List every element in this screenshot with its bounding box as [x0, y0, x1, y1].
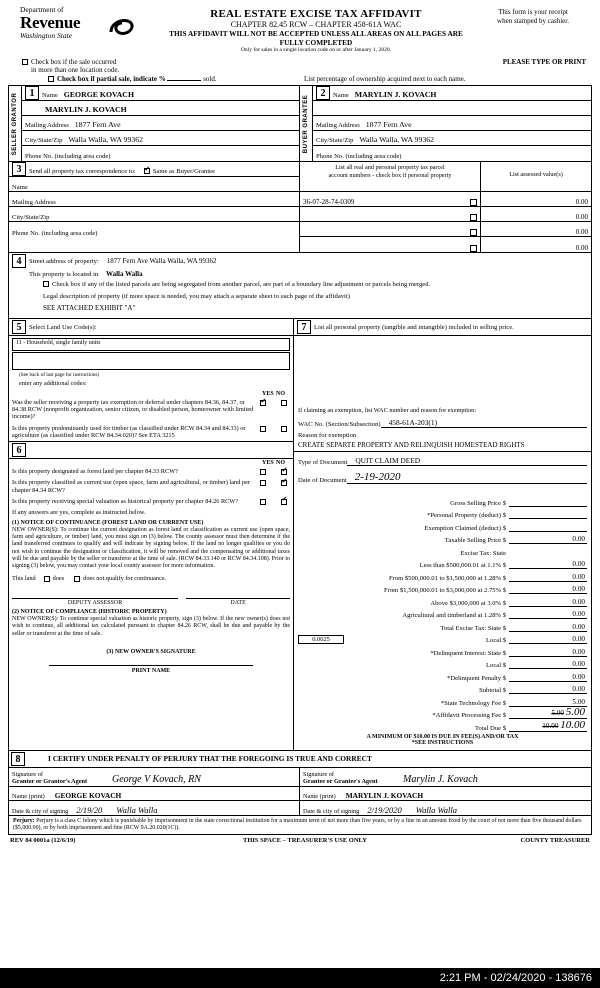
seller-name-row: [22, 86, 299, 101]
legal-desc-label-row: [9, 289, 591, 301]
swoosh-icon: [108, 14, 134, 38]
parcel-row: [300, 192, 480, 207]
q6-3-boxes: [260, 498, 290, 505]
grantee-date-label: Date & city of signing: [303, 807, 360, 815]
rev-number: REV 84 0001a (12/6/19): [10, 837, 76, 845]
parcel-row: [300, 207, 480, 222]
assessed-header: List assessed value(s): [481, 162, 591, 192]
buyer-name-row: [313, 86, 591, 101]
money-row: [294, 619, 591, 632]
doc-date-value[interactable]: 2-19-2020: [347, 471, 587, 484]
buyer-sidebar: [300, 86, 313, 161]
buyer-block: [300, 86, 591, 161]
enter-codes-label: enter any additional codes:: [19, 380, 87, 387]
money-label: Total Excise Tax: State $: [440, 624, 506, 632]
parcel-block: [300, 162, 591, 252]
parcel-numbers: [300, 162, 481, 252]
q5-1-text: Was the seller receiving a property tax exemption or deferral under chapters 84.36, 84.37, or 84.38 RCW (nonprofit organization, senior citizen, or disabled person, homeowner with limited income)?: [12, 399, 254, 421]
corr-mailing-label: Mailing Address: [12, 199, 56, 206]
personal-property-area[interactable]: [294, 336, 591, 406]
assessed-row: [481, 222, 591, 237]
money-value[interactable]: 0.00: [509, 585, 587, 594]
deputy-assessor-label: DEPUTY ASSESSOR: [12, 598, 178, 606]
section-4-number: 4: [12, 254, 26, 268]
q5-2-no-checkbox[interactable]: [281, 426, 287, 432]
seller-mailing-label: Mailing Address: [25, 122, 69, 129]
correspondence-label: Send all property tax correspondence to:: [29, 168, 136, 175]
money-value[interactable]: [509, 531, 587, 532]
reason-value-row: [294, 439, 591, 452]
yes-label-5: YES: [262, 391, 274, 397]
money-value-affidavit[interactable]: [509, 706, 587, 719]
located-label: This property is located in: [29, 271, 99, 278]
parcel-row: [300, 222, 480, 237]
land-use-extra-box[interactable]: [12, 352, 290, 370]
q5-2: [9, 423, 293, 441]
money-value[interactable]: 0.00: [509, 535, 587, 544]
buyer-name2-row: [313, 101, 591, 116]
yes-label-6: YES: [262, 460, 274, 467]
parcel-row: [300, 237, 480, 252]
receipt-line-2: when stamped by cashier.: [497, 16, 569, 25]
revenue-text: Revenue: [20, 12, 81, 32]
money-value[interactable]: 0.00: [509, 685, 587, 694]
document-header: [8, 6, 592, 64]
money-label: Local $: [486, 637, 506, 644]
multi-location-label-1: Check box if the sale occurred: [31, 58, 117, 66]
see-instructions-note: *SEE INSTRUCTIONS: [411, 739, 474, 746]
reason-value[interactable]: CREATE SEPARTE PROPERTY AND RELINQUISH HOMESTEAD RIGHTS: [298, 441, 525, 449]
notice1-title: (1) NOTICE OF CONTINUANCE (FOREST LAND OR CURRENT USE): [12, 520, 204, 527]
q5-1: [9, 397, 293, 423]
wac-value[interactable]: 458-61A-203(1): [381, 418, 587, 428]
segregated-row: [9, 279, 591, 289]
doc-type-row: [294, 452, 591, 466]
right-column: [294, 319, 591, 750]
money-row-affidavit: [294, 707, 591, 720]
corr-name-row: [9, 177, 299, 192]
grantee-date-value[interactable]: 2/19/2020: [367, 804, 402, 815]
money-row: [294, 519, 591, 532]
seller-mailing-value[interactable]: 1877 Fern Ave: [74, 120, 121, 129]
grantee-name-row: [300, 787, 591, 801]
partial-sale-label: Check box if partial sale, indicate %: [57, 75, 166, 83]
money-value[interactable]: 0.00: [509, 560, 587, 569]
no-label-5: NO: [276, 391, 285, 397]
street-address-label: Street address of property:: [29, 257, 99, 265]
q6-2-text: Is this property classified as current use (open space, farm and agricultural, or timber) land per chapter 84.34 RCW?: [12, 479, 250, 494]
parcel-personal-checkbox[interactable]: [470, 214, 477, 221]
money-label: From $500,000.01 to $1,500,000 at 1.28% $: [388, 574, 506, 582]
left-column: [9, 319, 294, 750]
buyer-mailing-label: Mailing Address: [316, 122, 360, 129]
money-label: Above $3,000,000 at 3.0% $: [430, 599, 506, 607]
yn-header-5: [9, 387, 293, 397]
grantee-date-row: [300, 801, 591, 815]
same-as-buyer-checkbox[interactable]: [136, 167, 153, 176]
reason-label-row: [294, 428, 591, 439]
money-row: [294, 682, 591, 695]
segregated-label: Check box if any of the listed parcels are being segregated from another parcel, are part of a boundary line adjustment or parcels being merged.: [52, 281, 431, 288]
partial-sale-block: [8, 75, 298, 83]
q6-1-boxes: [260, 468, 290, 475]
grantor-name-value[interactable]: GEORGE KOVACH: [54, 790, 122, 800]
money-value[interactable]: 0.00: [509, 660, 587, 669]
money-row: [294, 569, 591, 582]
money-row: [294, 557, 591, 570]
street-address-value[interactable]: 1877 Fern Ave Walla Walla, WA 99362: [106, 257, 217, 265]
state-text: Washington State: [20, 30, 73, 40]
treasurer-space-label: THIS SPACE – TREASURER'S USE ONLY: [243, 837, 367, 845]
grantee-signature-row: [300, 768, 591, 787]
agency-logo: [8, 6, 158, 40]
grantor-signature-row: [9, 768, 299, 787]
corr-name-label: Name: [12, 184, 28, 191]
buyer-fields: [313, 86, 591, 161]
money-row: [294, 544, 591, 557]
grantor-city-value[interactable]: Walla Walla: [116, 804, 158, 815]
buyer-name-value[interactable]: MARYLIN J. KOVACH: [354, 90, 437, 99]
section-4: [8, 253, 592, 319]
money-label: Subtotal $: [479, 687, 506, 694]
q5-2-boxes: [260, 425, 290, 439]
q5-1-no-checkbox[interactable]: [281, 400, 287, 406]
total-hand-value: 10.00: [560, 718, 585, 731]
located-value[interactable]: Walla Walla: [105, 270, 143, 278]
section-6-header: [9, 441, 293, 459]
buyer-city-value[interactable]: Walla Walla, WA 99362: [359, 135, 435, 144]
money-label: *Delinquent Penalty $: [447, 674, 506, 682]
q5-2-text: Is this property predominantly used for timber (as classified under RCW 84.34 and 84.33) or agriculture (as classified under RCW 84.34.020)? See ETA 3215: [12, 424, 246, 439]
money-value[interactable]: 0.00: [509, 610, 587, 619]
buyer-phone-value[interactable]: [402, 160, 408, 161]
ownership-note: List percentage of ownership acquired next to each name.: [304, 75, 466, 83]
grantee-city-value[interactable]: Walla Walla: [415, 804, 457, 815]
assessed-value[interactable]: 0.00: [575, 228, 588, 236]
buyer-sidebar-label: BUYER GRANTEE: [303, 94, 309, 153]
multi-location-label-2: in more than one location code.: [31, 66, 120, 74]
money-value-total[interactable]: [509, 719, 587, 732]
doc-date-row: [294, 466, 591, 484]
seller-fields: [22, 86, 299, 161]
buyer-city-row: [313, 131, 591, 146]
parcel-header-line2: account numbers - check box if personal property: [328, 172, 452, 180]
notice1-body: NEW OWNER(S): To continue the current designation as forest land or classification as current use (open space, farm and agriculture, or timber) land, you must sign on (3) below. The county assessor must then determine if the land transferred continues to qualify and will indicate by signing below. If the land no longer qualifies or you do not wish to continue the designation or classification, it will be removed and the compensating or additional taxes will be due and payable by the seller or transferor at the time of sale. (RCW 84.33.140 or RCW 84.34.108). Prior to signing (3) below, you may contact your local county assessor for more information.: [12, 527, 290, 570]
money-row: [294, 507, 591, 520]
seller-name-label: Name: [42, 92, 58, 99]
seller-sidebar: [9, 86, 22, 161]
q6-2-no-checkbox[interactable]: [281, 480, 287, 486]
seller-phone-value[interactable]: [111, 160, 117, 161]
section-5-header: [9, 319, 293, 336]
correspondence-block: [9, 162, 300, 252]
section-3: [8, 162, 592, 253]
money-row: [294, 657, 591, 670]
money-value[interactable]: 5.00: [509, 698, 587, 707]
q5-1-boxes: [260, 399, 290, 421]
buyer-mailing-row: [313, 116, 591, 131]
wac-label: WAC No. (Section/Subsection): [298, 421, 381, 428]
assessor-sign-row: [9, 584, 293, 606]
assessed-row: [481, 207, 591, 222]
seller-city-value[interactable]: Walla Walla, WA 99362: [68, 135, 144, 144]
q6-3: [9, 496, 293, 507]
does-label: does: [52, 575, 65, 583]
if-yes-note: If any answers are yes, complete as instructed below.: [12, 509, 146, 517]
grantor-signature-block: [9, 768, 300, 815]
q6-2: [9, 477, 293, 495]
buyer-phone-label: Phone No. (including area code): [316, 153, 402, 160]
money-label: Taxable Selling Price $: [444, 537, 506, 544]
grantor-name-row: [9, 787, 299, 801]
grantor-sig-label-2: Grantor or Grantor's Agent: [12, 778, 88, 786]
buyer-mailing-value[interactable]: 1877 Fern Ave: [365, 120, 412, 129]
seller-city-row: [22, 131, 299, 146]
type-print-note: PLEASE TYPE OR PRINT: [502, 58, 586, 66]
receipt-note: [474, 6, 592, 26]
section-2-number: 2: [316, 86, 330, 100]
money-row: [294, 607, 591, 620]
section-8-header: [9, 751, 591, 768]
q5-2-yes-checkbox[interactable]: [260, 426, 266, 432]
section-7-number: 7: [297, 320, 311, 334]
q5-1-yes-checkbox[interactable]: [260, 400, 266, 406]
correspondence-header-row: [9, 162, 299, 177]
does-not-label: does not qualify for continuance.: [83, 575, 167, 583]
seller-phone-row: [22, 146, 299, 161]
buyer-phone-row: [313, 146, 591, 161]
money-label: Agricultural and timberland at 1.28% $: [402, 612, 506, 619]
parcel-personal-checkbox[interactable]: [470, 199, 477, 206]
land-use-label: Select Land Use Code(s):: [29, 323, 97, 331]
seller-name2-row: [22, 101, 299, 116]
money-row: [294, 494, 591, 507]
corr-phone-row: [9, 222, 299, 237]
section-1-number: 1: [25, 86, 39, 100]
affidavit-printed-value: 5.00: [551, 709, 564, 717]
seller-city-label: City/State/Zip: [25, 137, 63, 144]
located-row: [9, 269, 591, 279]
money-value[interactable]: 0.00: [509, 598, 587, 607]
q6-2-boxes: [260, 479, 290, 493]
wac-row: [294, 415, 591, 428]
q6-2-yes-checkbox[interactable]: [260, 480, 266, 486]
doc-date-label: Date of Document: [298, 477, 347, 484]
money-label: From $1,500,000.01 to $3,000,000 at 2.75% $: [384, 587, 506, 594]
q6-3-text: Is this property receiving special valuation as historical property per chapter 84.26 RCW?: [12, 497, 239, 505]
perjury-text: Perjury is a class C felony which is punishable by imprisonment in the state correctional institution for a maximum term of not more than five years, or by a fine in an amount fixed by the court of not more than five thousand dollars ($5,000.00), or by both imprisonment and fine (RCW 9A.20.020(1C)).: [13, 817, 582, 831]
section-8-number: 8: [11, 752, 25, 766]
money-row: [294, 594, 591, 607]
money-row: [294, 644, 591, 657]
seller-name-value[interactable]: GEORGE KOVACH: [63, 90, 135, 99]
total-printed-value: 10.00: [542, 721, 559, 730]
legal-desc-value-row: [9, 301, 591, 316]
q6-3-yes-checkbox[interactable]: [260, 499, 266, 505]
dept-text: Department of: [20, 5, 64, 14]
buyer-name-label: Name: [333, 92, 349, 99]
yn-header-6: [9, 459, 293, 466]
grantee-signature-block: [300, 768, 591, 815]
money-value[interactable]: 0.00: [509, 573, 587, 582]
money-value[interactable]: 0.00: [509, 635, 587, 644]
partial-sale-sold: sold.: [203, 75, 217, 83]
section-5-number: 5: [12, 320, 26, 334]
q6-1-no-checkbox[interactable]: [281, 469, 287, 475]
new-owner-signature-title: (3) NEW OWNER'S SIGNATURE: [106, 648, 196, 655]
money-label: Gross Selling Price $: [450, 499, 506, 507]
money-row: [294, 694, 591, 707]
money-row: [294, 532, 591, 545]
continuance-row: [9, 571, 293, 584]
grantee-sig-label-2: Grantee or Grantee's Agent: [303, 778, 378, 786]
does-not-checkbox[interactable]: [74, 576, 80, 582]
assessed-row: [481, 237, 591, 252]
street-address-row: [9, 253, 591, 269]
see-back-note: (See back of last page for instructions): [19, 372, 100, 378]
seller-block: [9, 86, 300, 161]
money-value[interactable]: [509, 506, 587, 507]
signature-columns: [9, 768, 591, 815]
parcel-header-line1: List all real and personal property tax parcel: [335, 164, 445, 171]
assessed-value[interactable]: 0.00: [575, 213, 588, 221]
money-row-total: [294, 719, 591, 732]
grantor-date-label: Date & city of signing: [12, 807, 69, 815]
does-checkbox[interactable]: [44, 576, 50, 582]
land-use-select[interactable]: 11 - Household, single family units: [12, 338, 290, 351]
grantor-sig-label-1: Signature of: [12, 771, 43, 779]
affidavit-hand-value: 5.00: [565, 706, 585, 718]
money-label: *Personal Property (deduct) $: [427, 512, 506, 519]
money-label: Local $: [486, 662, 506, 669]
q6-1-text: Is this property designated as forest land per chapter 84.33 RCW?: [12, 468, 178, 476]
reason-label: Reason for exemption: [298, 432, 357, 439]
money-label: *Delinquent Interest: State $: [430, 649, 506, 657]
grantee-signature-value[interactable]: Marylin J. Kovach: [403, 773, 478, 785]
title-block: [158, 6, 474, 53]
money-label: *State Technology Fee $: [440, 699, 506, 707]
form-title: REAL ESTATE EXCISE TAX AFFIDAVIT: [210, 8, 422, 20]
seller-name2-value[interactable]: MARYLIN J. KOVACH: [45, 105, 127, 114]
section-8: [8, 751, 592, 816]
grantor-date-row: [9, 801, 299, 815]
money-value[interactable]: 0.00: [509, 648, 587, 657]
partial-sale-row: [8, 75, 592, 83]
parcel-personal-checkbox[interactable]: [470, 229, 477, 236]
legal-desc-value[interactable]: SEE ATTACHED EXHIBIT "A": [43, 304, 136, 312]
certify-title: I CERTIFY UNDER PENALTY OF PERJURY THAT THE FOREGOING IS TRUE AND CORRECT: [48, 754, 372, 763]
q6-1-yes-checkbox[interactable]: [260, 469, 266, 475]
perjury-label: Perjury:: [13, 817, 35, 824]
receipt-line-1: This form is your receipt: [498, 8, 568, 16]
assessed-value[interactable]: 0.00: [575, 198, 588, 206]
money-row: [294, 669, 591, 682]
corr-city-row: [9, 207, 299, 222]
assessed-value[interactable]: 0.00: [575, 244, 588, 252]
section-7-header: [294, 319, 591, 336]
money-value[interactable]: [509, 518, 587, 519]
personal-property-label: List all personal property (tangible and intangible) included in selling price.: [314, 323, 514, 331]
money-label: Excise Tax: State: [460, 549, 506, 557]
exemption-label: If claiming an exemption, list WAC number and reason for exemption:: [298, 407, 477, 414]
seller-phone-label: Phone No. (including area code): [25, 153, 111, 160]
money-value[interactable]: 0.00: [509, 623, 587, 632]
form-note: Only for sales in a single location code on or after January 1, 2020.: [240, 47, 392, 53]
assessor-date-label: DATE: [186, 598, 290, 606]
money-label: Total Due $: [474, 724, 506, 732]
segregated-checkbox[interactable]: [43, 281, 49, 287]
assessed-row: [481, 192, 591, 207]
money-label: Less than $500,000.01 at 1.1% $: [419, 562, 506, 569]
legal-desc-label: Legal description of property (if more space is needed, you may attach a separate sheet to each page of the affidavit): [43, 293, 350, 300]
doc-type-label: Type of Document: [298, 459, 348, 466]
section-6-number: 6: [12, 443, 26, 457]
form-subtitle: CHAPTER 82.45 RCW – CHAPTER 458-61A WAC: [230, 20, 402, 29]
no-label-6: NO: [276, 460, 285, 467]
buyer-city-label: City/State/Zip: [316, 137, 354, 144]
grantee-name-label: Name (print): [303, 792, 336, 800]
q6-1: [9, 466, 293, 477]
grantor-date-value[interactable]: 2/19/20: [76, 804, 103, 815]
money-row-local: [294, 632, 591, 645]
partial-sale-checkbox[interactable]: [48, 76, 54, 82]
minimum-note: A MINIMUM OF $10.00 IS DUE IN FEE(S) AND/OR TAX: [366, 733, 519, 740]
local-rate-box[interactable]: 0.0025: [298, 635, 344, 644]
parties-section: [8, 85, 592, 162]
lower-section: [8, 319, 592, 751]
parcel-header: [300, 162, 480, 192]
document-footer: [8, 835, 592, 844]
money-row: [294, 582, 591, 595]
money-value[interactable]: 0.00: [509, 673, 587, 682]
parcel-number-value[interactable]: 36-07-28-74-0309: [303, 198, 355, 206]
grantor-name-label: Name (print): [12, 792, 45, 800]
seller-sidebar-label: SELLER GRANTOR: [12, 92, 18, 155]
perjury-note: [8, 816, 592, 836]
parcel-personal-checkbox[interactable]: [470, 245, 477, 252]
timestamp-text: 2:21 PM - 02/24/2020 - 138676: [439, 972, 592, 984]
grantee-name-value[interactable]: MARYLIN J. KOVACH: [345, 790, 424, 800]
doc-type-value[interactable]: QUIT CLAIM DEED: [347, 456, 587, 466]
partial-sale-percent-input[interactable]: [167, 80, 201, 81]
notice2-body: NEW OWNER(S): To continue special valuation as historic property, sign (3) below. If the new owner(s) does not wish to continue, all additional tax calculated pursuant to chapter 84.26 RCW, shall be due and payable by the seller or transferor at the time of sale.: [12, 616, 290, 637]
corr-city-label: City/State/Zip: [12, 214, 50, 221]
print-name-label: PRINT NAME: [131, 667, 171, 674]
notice2-title: (2) NOTICE OF COMPLIANCE (HISTORIC PROPERTY): [12, 609, 167, 616]
same-as-buyer-label: Same as Buyer/Grantee: [152, 168, 216, 175]
money-label: Exemption Claimed (deduct) $: [424, 524, 506, 532]
form-notice: THIS AFFIDAVIT WILL NOT BE ACCEPTED UNLESS ALL AREAS ON ALL PAGES ARE FULLY COMPLETED: [169, 29, 463, 47]
q6-3-no-checkbox[interactable]: [281, 499, 287, 505]
grantor-signature-value[interactable]: George V Kovach, RN: [112, 773, 201, 785]
corr-mailing-row: [9, 192, 299, 207]
seller-mailing-row: [22, 116, 299, 131]
grantee-sig-label-1: Signature of: [303, 771, 334, 779]
money-label: *Affidavit Processing Fee $: [432, 712, 506, 719]
county-treasurer-label: COUNTY TREASURER: [520, 837, 590, 845]
this-land-label: This land: [12, 575, 36, 583]
assessed-values: [481, 162, 591, 252]
section-3-number: 3: [12, 162, 26, 176]
corr-phone-label: Phone No. (including area code): [12, 230, 98, 237]
timestamp-bar: [0, 968, 600, 988]
